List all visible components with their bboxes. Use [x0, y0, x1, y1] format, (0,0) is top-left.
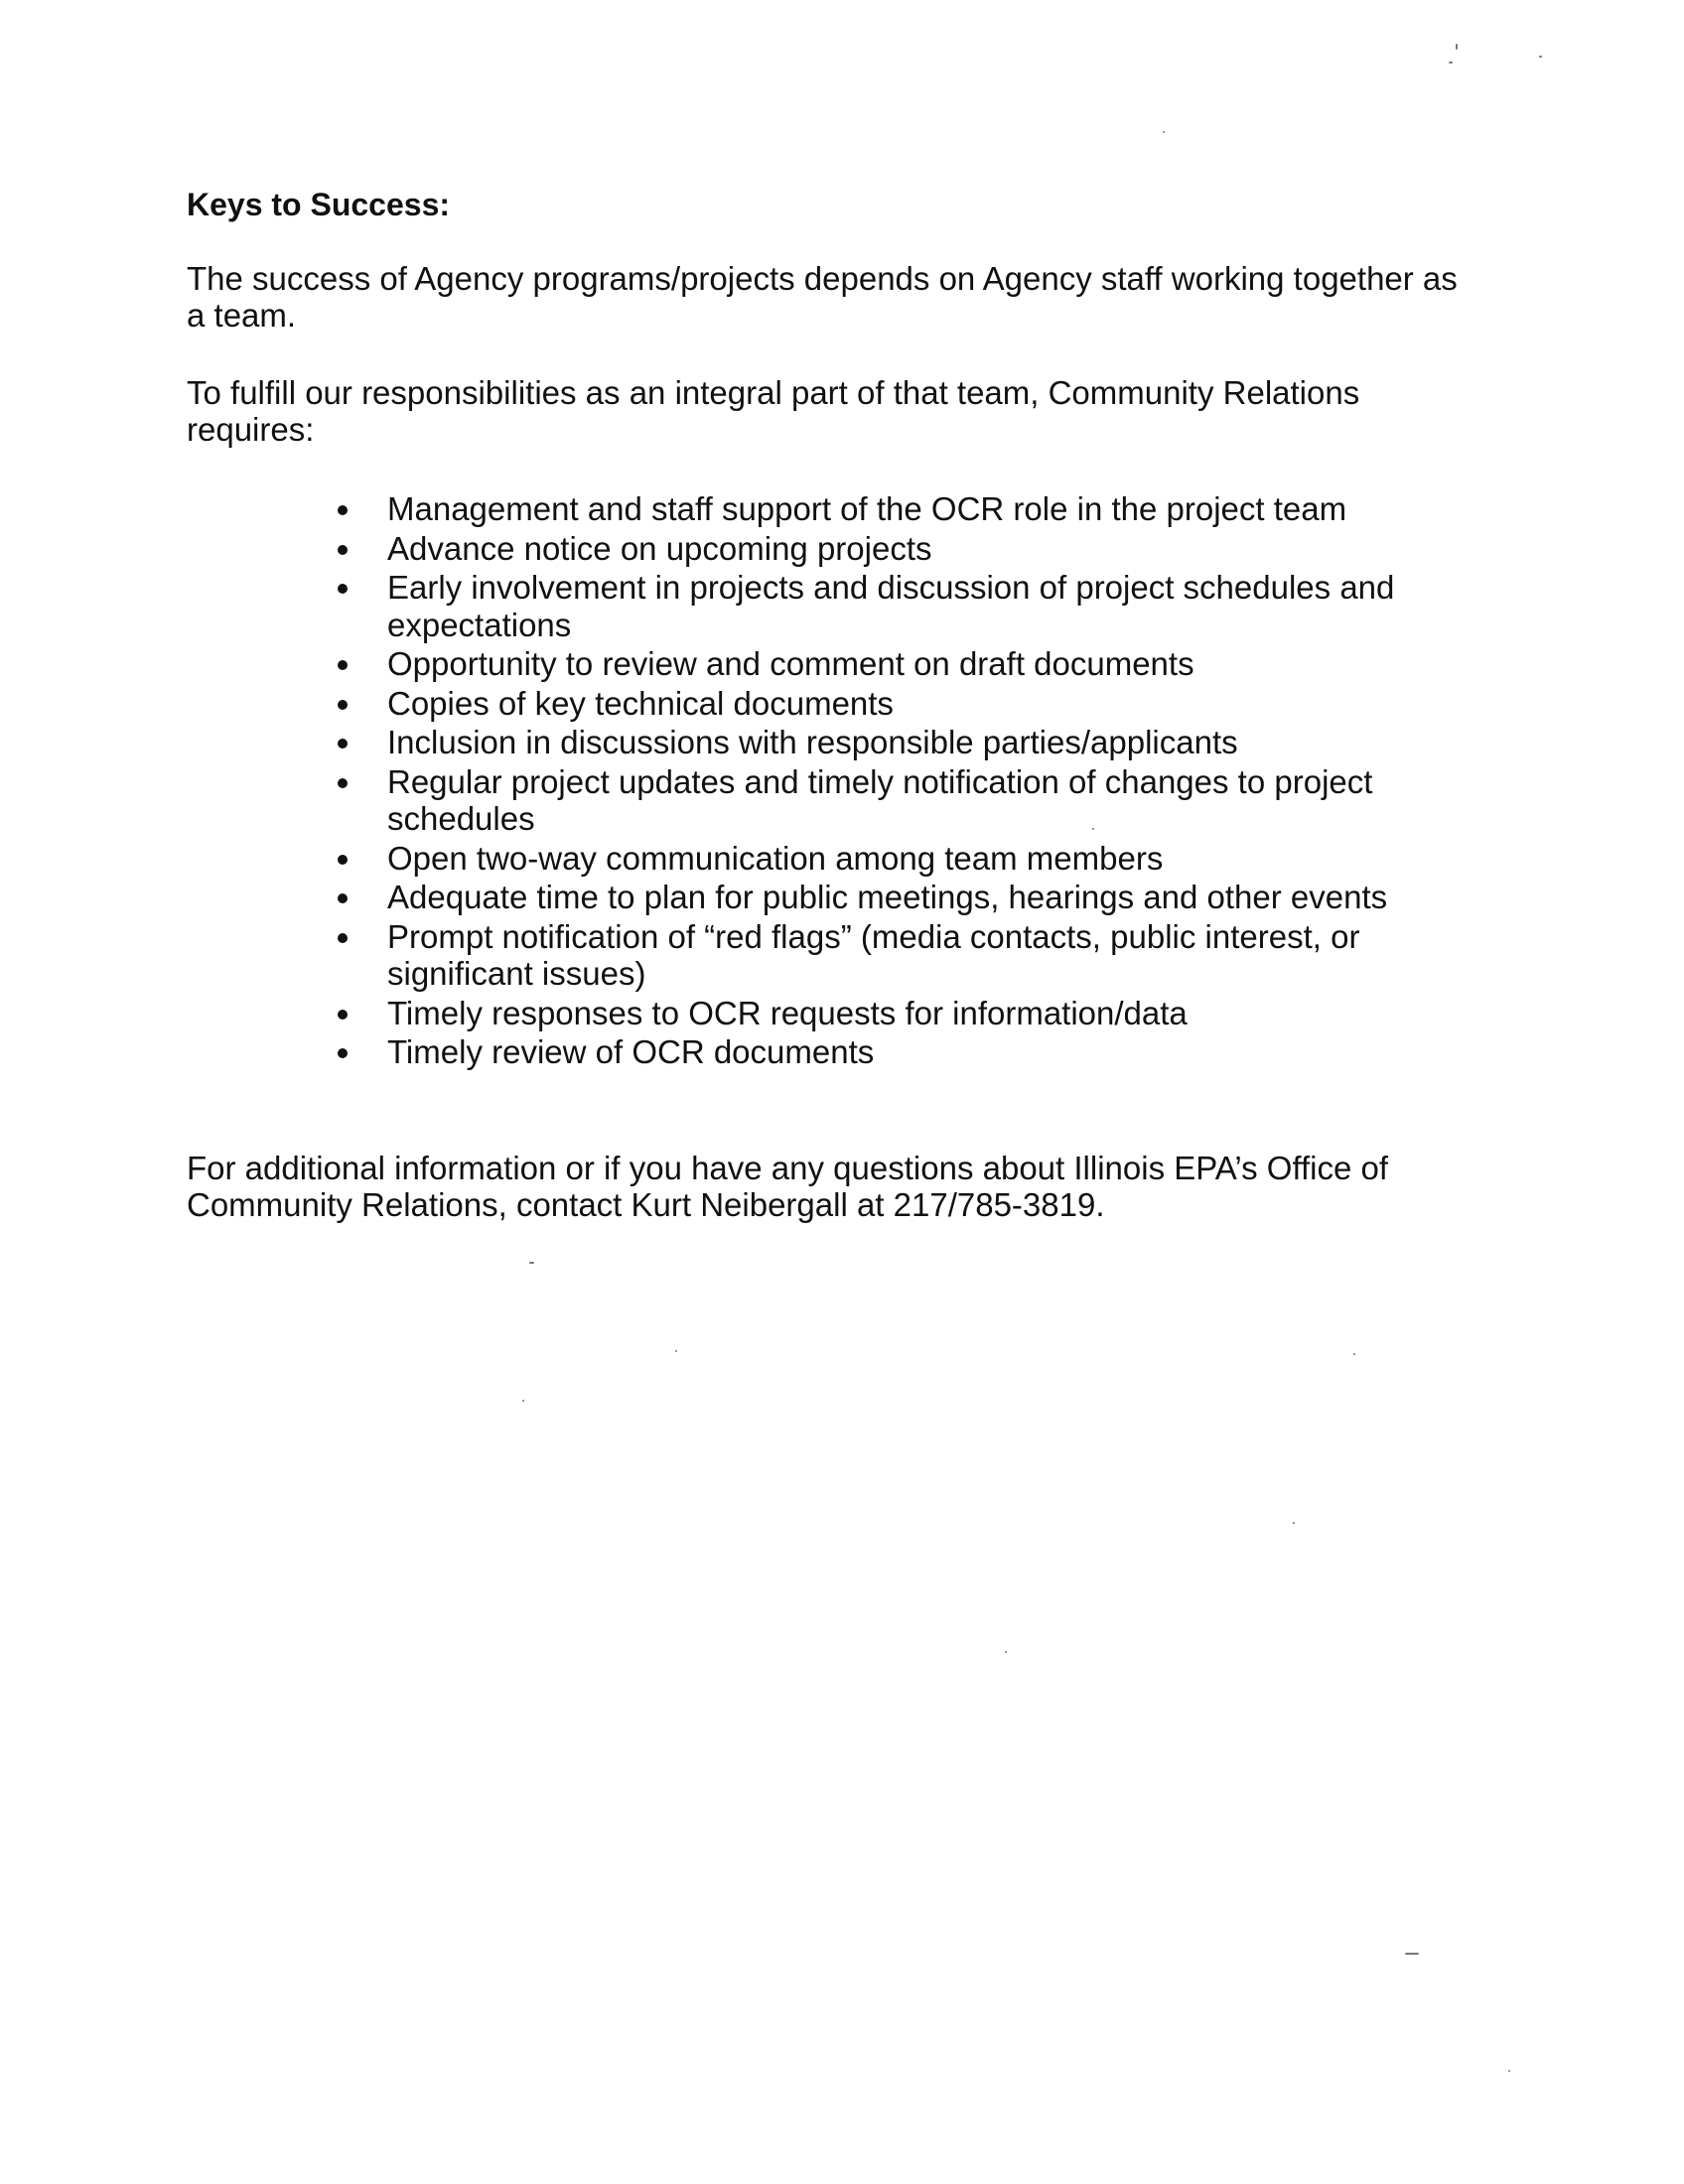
scan-speck — [1092, 828, 1094, 830]
scan-speck — [1353, 1353, 1355, 1355]
scan-speck — [675, 1350, 677, 1352]
list-item-text: Prompt notification of “red flags” (media contacts, public interest, or significant issues) — [387, 917, 1360, 992]
list-item-text: Inclusion in discussions with responsible parties/applicants — [387, 724, 1238, 760]
scan-speck — [1163, 131, 1165, 133]
list-item-text: Management and staff support of the OCR role in the project team — [387, 490, 1347, 527]
scan-speck — [1293, 1522, 1295, 1524]
list-item — [338, 879, 1410, 916]
scan-speck — [522, 1400, 524, 1402]
contact-paragraph: For additional information or if you have any questions about Illinois EPA’s Office of Community Relations, contact Kurt Neibergall at 217/785-3819. — [187, 1150, 1389, 1223]
scan-speck — [1405, 1953, 1419, 1955]
list-item-text: Timely responses to OCR requests for information/data — [387, 994, 1188, 1031]
bullet-icon — [338, 855, 348, 865]
bullet-icon — [338, 778, 348, 788]
list-item — [338, 763, 1410, 838]
bullet-icon — [338, 700, 348, 710]
bullet-icon — [338, 505, 348, 515]
requirements-list — [338, 490, 1410, 1073]
bullet-icon — [338, 1010, 348, 1020]
section-heading: Keys to Success: — [187, 187, 451, 222]
list-item — [338, 490, 1410, 528]
list-item-text: Timely review of OCR documents — [387, 1033, 875, 1070]
scan-speck — [1508, 2070, 1510, 2072]
list-item — [338, 995, 1410, 1032]
list-item — [338, 569, 1410, 643]
scan-speck — [1449, 62, 1453, 64]
bullet-icon — [338, 1048, 348, 1058]
list-item — [338, 918, 1410, 993]
list-item-text: Advance notice on upcoming projects — [387, 529, 932, 567]
list-item — [338, 840, 1410, 878]
bullet-icon — [338, 660, 348, 670]
intro-paragraph: The success of Agency programs/projects depends on Agency staff working together as a team. — [187, 260, 1458, 334]
scan-speck — [529, 1262, 534, 1264]
list-item-text: Adequate time to plan for public meetings, hearings and other events — [387, 879, 1388, 915]
scan-speck — [1456, 44, 1458, 50]
scan-speck — [1005, 1651, 1007, 1653]
bullet-icon — [338, 933, 348, 943]
scan-speck — [1539, 56, 1542, 58]
bullet-icon — [338, 545, 348, 555]
requirements-intro-paragraph: To fulfill our responsibilities as an integral part of that team, Community Relations requires: — [187, 374, 1360, 448]
bullet-icon — [338, 893, 348, 903]
list-item — [338, 685, 1410, 723]
list-item — [338, 645, 1410, 683]
list-item-text: Open two-way communication among team members — [387, 839, 1164, 877]
list-item — [338, 530, 1410, 568]
list-item-text: Early involvement in projects and discussion of project schedules and expectations — [387, 569, 1395, 643]
list-item — [338, 724, 1410, 761]
list-item-text: Regular project updates and timely notification of changes to project schedules — [387, 762, 1373, 837]
list-item — [338, 1033, 1410, 1071]
bullet-icon — [338, 739, 348, 749]
bullet-icon — [338, 584, 348, 594]
list-item-text: Opportunity to review and comment on draft documents — [387, 645, 1194, 682]
list-item-text: Copies of key technical documents — [387, 684, 894, 722]
